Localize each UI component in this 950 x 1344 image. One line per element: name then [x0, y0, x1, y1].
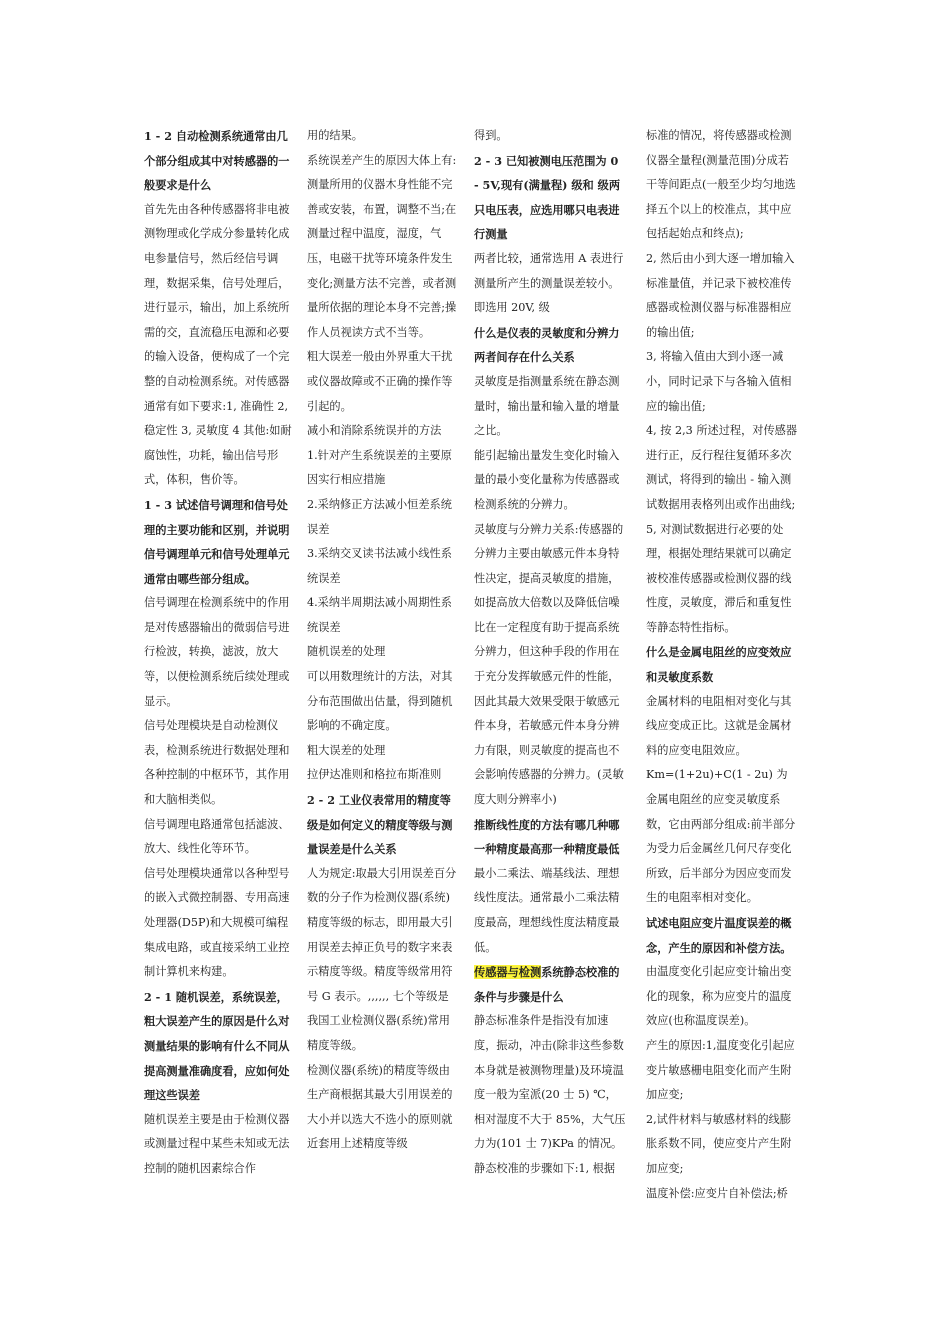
- paragraph-text: 标准的情况，将传感器或检测仪器全量程(测量范围)分成若干等间距点(一般至少均匀地选择五个以上的校准点，其中应包括起始点和终点);: [646, 129, 796, 241]
- paragraph: [144, 813, 296, 862]
- paragraph-text: 产生的原因:1,温度变化引起应变片敏感栅电阻变化而产生附加应变;: [646, 1038, 795, 1102]
- paragraph-text: 由温度变化引起应变计输出变化的现象，称为应变片的温度效应(也称温度误差)。: [646, 965, 792, 1028]
- paragraph-text: 什么是仪表的灵敏度和分辨力两者间存在什么关系: [474, 325, 620, 365]
- paragraph-text: 静态校准的步骤如下:1, 根据: [474, 1161, 616, 1175]
- paragraph: [307, 739, 459, 764]
- paragraph-text: 两者比较，通常选用 A 表进行测量所产生的测量误差较小。即选用 20V, 级: [474, 251, 624, 315]
- paragraph-text: 系统静态校准的条件与步骤是什么: [474, 965, 620, 1004]
- paragraph-text: 5, 对测试数据进行必要的处理，根据处理结果就可以确定被校准传感器或检测仪器的线性度，灵敏度，滞后和重复性等静态特性指标。: [646, 522, 792, 634]
- paragraph-text: 1 - 2 自动检测系统通常由几个部分组成其中对转感器的一般要求是什么: [144, 129, 290, 193]
- paragraph-text: 试述电阻应变片温度误差的概念，产生的原因和补偿方法。: [646, 916, 792, 955]
- paragraph-text: 2,试件材料与敏感材料的线膨胀系数不同，使应变片产生附加应变;: [646, 1112, 792, 1175]
- paragraph: [307, 493, 459, 542]
- section-heading: [474, 813, 626, 862]
- paragraph-text: 随机误差的处理: [307, 645, 386, 659]
- paragraph: [474, 370, 626, 444]
- section-heading: [646, 640, 798, 689]
- paragraph: [646, 124, 798, 247]
- paragraph: [474, 124, 626, 149]
- paragraph-text: 2.采纳修正方法减小恒差系统误差: [307, 497, 452, 536]
- paragraph: [646, 690, 798, 764]
- highlighted-text: 传感器与检测: [474, 965, 542, 980]
- paragraph-text: 检测仪器(系统)的精度等级由生产商根据其最大引用误差的大小并以选大不选小的原则就近套用上述精度等级: [307, 1063, 453, 1151]
- paragraph-text: 信号调理电路通常包括滤波、放大、线性化等环节。: [144, 817, 290, 856]
- paragraph-text: 人为规定:取最大引用误差百分数的分子作为检测仪器(系统)精度等级的标志，即用最大引用误差去掉正负号的数字来表示精度等级。精度等级常用符号 G 表示。,,,,,, 七个等级是我国工业检测仪器(系统)常用精度等级。: [307, 866, 457, 1052]
- paragraph-text: 用的结果。: [307, 129, 363, 142]
- paragraph: [307, 542, 459, 591]
- paragraph: [144, 1108, 296, 1182]
- paragraph-text: 温度补偿:应变片自补偿法;桥: [646, 1186, 788, 1200]
- paragraph: [474, 1009, 626, 1157]
- paragraph: [646, 1108, 798, 1182]
- paragraph-text: 3.采纳交叉读书法减小线性系统误差: [307, 547, 452, 585]
- paragraph: [474, 444, 626, 518]
- text-column-3: [474, 124, 626, 1182]
- paragraph-text: 首先先由各种传感器将非电被测物理或化学成分参量转化成电参量信号，然后经信号调理，数据采集，信号处理后，进行显示，输出，加上系统所需的交，直流稳压电源和必要的输入设备，便构成了一个完整的自动检测系统。对传感器通常有如下要求:1, 准确性 2,稳定性 3, 灵敏度 4 其他:如耐腐蚀性，功耗，输出信号形式，体积，售价等。: [144, 202, 292, 487]
- paragraph-text: 2 - 1 随机误差，系统误差，粗大误差产生的原因是什么对测量结果的影响有什么不同从提高测量准确度看，应如何处理这些误差: [144, 989, 290, 1103]
- section-heading: [646, 911, 798, 960]
- paragraph: [307, 149, 459, 346]
- paragraph: [646, 419, 798, 517]
- paragraph: [307, 640, 459, 665]
- paragraph: [646, 1034, 798, 1108]
- section-heading: [474, 321, 626, 370]
- paragraph: [646, 1182, 798, 1207]
- paragraph-text: 可以用数理统计的方法，对其分布范围做出估量，得到随机影响的不确定度。: [307, 670, 453, 733]
- paragraph-text: 粗大误差一般由外界重大干扰或仪器故障或不正确的操作等引起的。: [307, 350, 453, 413]
- paragraph: [646, 345, 798, 419]
- section-heading: [144, 124, 296, 198]
- paragraph: [144, 591, 296, 714]
- paragraph-text: 信号处理模块通常以各种型号的嵌入式微控制器、专用高速处理器(D5P)和大规模可编程集成电路，或直接采纳工业控制计算机来构建。: [144, 866, 290, 979]
- paragraph: [144, 198, 296, 493]
- paragraph: [307, 124, 459, 149]
- paragraph: [144, 714, 296, 812]
- paragraph-text: 能引起输出量发生变化时输入量的最小变化量称为传感器或检测系统的分辨力。: [474, 448, 620, 511]
- paragraph: [474, 862, 626, 960]
- paragraph-text: 推断线性度的方法有哪几种哪一种精度最高那一种精度最低: [474, 817, 620, 857]
- paragraph: [646, 960, 798, 1034]
- section-heading: [474, 149, 626, 247]
- paragraph-text: 静态标准条件是指没有加速度，振动，冲击(除非这些参数本身就是被测物理量)及环境温度一般为室派(20 士 5) ℃，相对湿度不大于 85%，大气压力为(101 士 7)KPa 的情况。: [474, 1014, 626, 1151]
- paragraph-text: 拉伊达准则和格拉布斯准则: [307, 768, 442, 782]
- paragraph: [646, 247, 798, 345]
- text-column-2: [307, 124, 459, 1157]
- section-heading: [474, 960, 626, 1009]
- paragraph: [307, 862, 459, 1059]
- paragraph: [474, 1157, 626, 1182]
- paragraph-text: 2 - 3 已知被测电压范围为 0 - 5V,现有(满量程) 级和 级两只电压表，应选用哪只电表进行测量: [474, 153, 621, 242]
- paragraph: [307, 444, 459, 493]
- paragraph-text: 1.针对产生系统误差的主要原因实行相应措施: [307, 448, 452, 487]
- paragraph-text: 2 - 2 工业仪表常用的精度等级是如何定义的精度等级与测量误差是什么关系: [307, 793, 453, 857]
- paragraph-text: 信号处理模块是自动检测仪表，检测系统进行数据处理和各种控制的中枢环节，其作用和大脑相类似。: [144, 719, 290, 807]
- paragraph-text: 信号调理在检测系统中的作用是对传感器输出的微弱信号进行检波，转换，滤波，放大等，以便检测系统后续处理或显示。: [144, 596, 290, 708]
- paragraph: [646, 763, 798, 911]
- paragraph-text: 4, 按 2,3 所述过程，对传感器进行正，反行程往复循环多次测试，将得到的输出 - 输入测试数据用表格列出或作出曲线;: [646, 424, 798, 511]
- paragraph-text: 灵敏度与分辨力关系:传感器的分辨力主要由敏感元件本身特性决定，提高灵敏度的措施，如提高放大倍数以及降低信噪比在一定程度有助于提高系统分辨力，但这种手段的作用在于充分发挥敏感元件的性能，因此其最大效果受限于敏感元件本身，若敏感元件本身分辨力有限，则灵敏度的提高也不会影响传感器的分辨力。(灵敏度大则分辨率小): [474, 522, 624, 807]
- paragraph: [144, 862, 296, 985]
- text-column-1: [144, 124, 296, 1182]
- paragraph-text: 最小二乘法、端基线法、理想线性度法。通常最小二乘法精度最高，理想线性度法精度最低。: [474, 866, 620, 954]
- paragraph: [646, 518, 798, 641]
- paragraph: [307, 665, 459, 739]
- paragraph-text: 金属材料的电阻相对变化与其线应变成正比。这就是金属材料的应变电阻效应。: [646, 694, 792, 757]
- section-heading: [144, 493, 296, 591]
- paragraph-text: 3, 将输入值由大到小逐一减小，同时记录下与各输入值相应的输出值;: [646, 350, 792, 413]
- paragraph: [307, 345, 459, 419]
- paragraph-text: 减小和消除系统误并的方法: [307, 424, 442, 438]
- paragraph-text: 系统误差产生的原因大体上有:测量所用的仪器木身性能不完善或安装，布置，调整不当;在测量过程中温度，湿度，气压，电磁干扰等环境条件发生变化;测量方法不完善，或者测量所依据的理论本身不完善;操作人员视读方式不当等。: [307, 153, 457, 339]
- paragraph-text: 得到。: [474, 129, 508, 142]
- paragraph: [307, 1059, 459, 1157]
- section-heading: [144, 985, 296, 1108]
- paragraph-text: 4.采纳半周期法减小周期性系统误差: [307, 596, 452, 634]
- paragraph: [307, 419, 459, 444]
- paragraph-text: 随机误差主要是由于检测仪器或测量过程中某些未知或无法控制的随机因素综合作: [144, 1112, 290, 1175]
- paragraph: [474, 518, 626, 813]
- paragraph: [474, 247, 626, 321]
- paragraph-text: 粗大误差的处理: [307, 743, 386, 757]
- section-heading: [307, 788, 459, 862]
- paragraph-text: 2, 然后由小到大逐一增加输入标准量值，并记录下被校准传感器或检测仪器与标准器相应的输出值;: [646, 251, 795, 339]
- paragraph-text: 什么是金属电阻丝的应变效应和灵敏度系数: [646, 645, 792, 685]
- paragraph-text: 1 - 3 试述信号调理和信号处理的主要功能和区别，并说明信号调理单元和信号处理单元通常由哪些部分组成。: [144, 497, 290, 586]
- text-column-4: [646, 124, 798, 1206]
- paragraph-text: 灵敏度是指测量系统在静态测量时，输出量和输入量的增量之比。: [474, 374, 620, 438]
- paragraph-text: Km=(1+2u)+C(1 - 2u) 为金属电阻丝的应变灵敏度系数，它由两部分组成:前半部分为受力后金属丝几何尺存变化所致，后半部分为因应变而发生的电阻率相对变化。: [646, 768, 796, 905]
- paragraph: [307, 763, 459, 788]
- paragraph: [307, 591, 459, 640]
